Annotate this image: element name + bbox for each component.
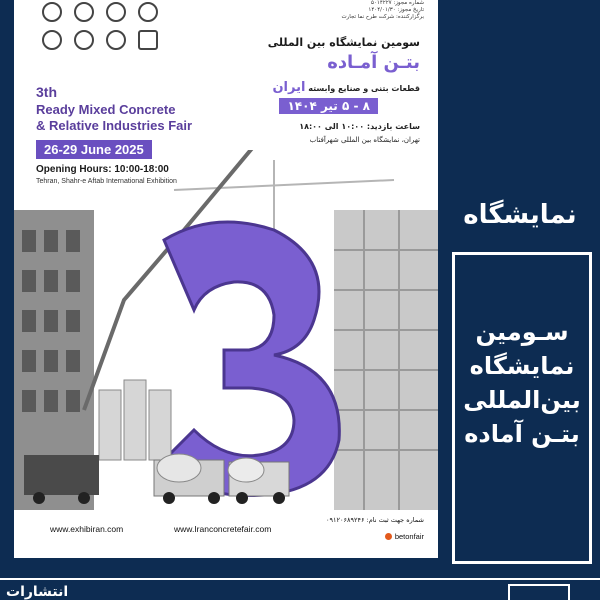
sponsor-logo-1 xyxy=(42,2,62,22)
fa-subtitle xyxy=(160,80,420,95)
website-link-concretefair[interactable]: www.Iranconcretefair.com xyxy=(174,524,272,534)
en-ordinal: 3th xyxy=(36,84,57,100)
registration-info xyxy=(274,0,424,21)
fa-subtitle-text: قطعات بتنی و صنایع وابسته xyxy=(308,84,420,93)
fa-date-badge: ۸ - ۵ تیر ۱۴۰۴ xyxy=(279,98,378,114)
sponsor-logo-7 xyxy=(106,30,126,50)
en-title-line2: & Relative Industries Fair xyxy=(36,118,193,133)
side-title-line: نمایشگاه xyxy=(469,352,575,380)
en-place: Tehran, Shahr-e Aftab International Exhibition xyxy=(36,178,177,185)
poster-footer xyxy=(14,510,438,558)
construction-scene xyxy=(14,150,438,510)
en-title-line1: Ready Mixed Concrete xyxy=(36,102,176,117)
en-hours: Opening Hours: 10:00-18:00 xyxy=(36,164,169,175)
side-title xyxy=(455,315,589,451)
exhibition-poster[interactable] xyxy=(14,0,438,558)
instagram-handle[interactable] xyxy=(385,532,424,541)
sponsor-logo-3 xyxy=(106,2,126,22)
sponsor-logo-5 xyxy=(42,30,62,50)
side-heading: نمایشگاه xyxy=(463,200,577,230)
fa-place: تهران، نمایشگاه بین المللی شهرآفتاب xyxy=(309,136,420,144)
sponsor-logo-8 xyxy=(138,30,158,50)
bottom-divider xyxy=(0,578,600,580)
registration-line: شماره مجوز: ۵۰۱۴۲۲۷ xyxy=(370,0,424,6)
website-link-exhibiran[interactable]: www.exhibiran.com xyxy=(50,524,124,534)
fa-title-line2: بتـن آمـاده xyxy=(327,52,420,73)
en-date-badge: 26-29 June 2025 xyxy=(36,140,152,159)
big-number-3 xyxy=(164,222,339,496)
silos xyxy=(99,380,171,460)
registration-phone: شماره جهت ثبت نام: ۰۹۱۲۰۶۸۹۲۴۶ xyxy=(326,516,424,524)
side-title-line: بین‌المللی xyxy=(463,386,581,414)
sponsor-logos xyxy=(40,0,180,60)
instagram-icon xyxy=(385,533,392,540)
sponsor-logo-2 xyxy=(74,2,94,22)
fa-hours: ساعت بازدید: ۱۰:۰۰ الی ۱۸:۰۰ xyxy=(299,122,420,131)
instagram-text: betonfair xyxy=(394,532,424,541)
fa-iran: ایران xyxy=(272,80,306,95)
fa-title-line1: سومین نمایشگاه بین المللی xyxy=(267,36,420,49)
sponsor-logo-6 xyxy=(74,30,94,50)
registration-line: تاریخ مجوز: ۱۴۰۴/۰۱/۳۰ xyxy=(368,7,424,13)
side-title-line: سـومین xyxy=(475,318,569,346)
bottom-label: انتشارات xyxy=(6,584,69,600)
bottom-tab-button[interactable] xyxy=(508,584,570,600)
registration-line: برگزارکننده: شرکت طرح نما تجارت xyxy=(341,14,424,20)
side-title-line: بتـن آماده xyxy=(464,420,580,448)
building-right xyxy=(334,210,438,510)
sponsor-logo-4 xyxy=(138,2,158,22)
